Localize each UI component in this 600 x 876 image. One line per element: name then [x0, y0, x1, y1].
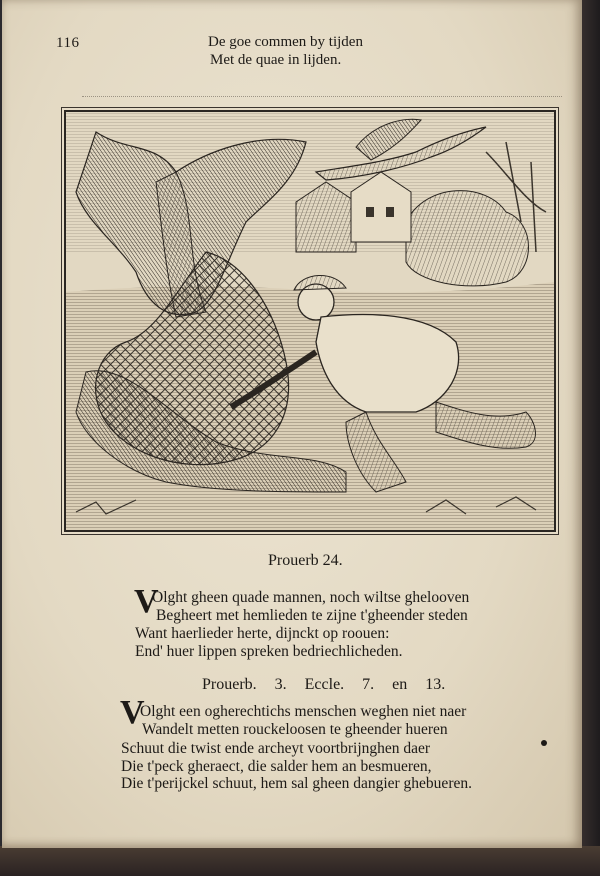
- running-head: [208, 33, 363, 69]
- page-number: 116: [56, 35, 80, 51]
- section2-line-5: Die t'perijckel schuut, hem sal gheen dangier ghebueren.: [121, 775, 472, 792]
- section1-line-4: End' huer lippen spreken bedriechlicheden.: [135, 642, 403, 660]
- section2-verse: [140, 703, 466, 738]
- engraving-bird-catcher-icon: [66, 112, 554, 530]
- section1-verse-cont: [135, 625, 402, 660]
- section2-line-4: Die t'peck gheraect, die salder hem an besmueren,: [121, 757, 432, 775]
- engraving-illustration: [64, 110, 556, 532]
- section2-dropcap: V: [120, 694, 145, 731]
- running-head-line-1: De goe commen by tijden: [208, 34, 363, 50]
- section1-reference: Prouerb 24.: [268, 552, 343, 569]
- section1-dropcap: V: [134, 583, 159, 620]
- section1-verse: [152, 589, 469, 624]
- margin-mark: [541, 740, 547, 746]
- section2-line-3: Schuut die twist ende archeyt voortbrijnghen daer: [121, 740, 431, 757]
- section2-line-1: Olght een ogherechtichs menschen weghen niet naer: [140, 703, 467, 720]
- running-head-line-2: Met de quae in lijden.: [210, 52, 342, 68]
- book-cover-bottom: [0, 846, 600, 876]
- section2-line-2: Wandelt metten rouckeloosen te gheender hueren: [142, 720, 448, 738]
- decorative-rule: [82, 96, 562, 103]
- section2-reference: Prouerb. 3. Eccle. 7. en 13.: [202, 676, 446, 693]
- section2-verse-cont: [121, 740, 472, 793]
- section1-line-2: Begheert met hemlieden te zijne t'gheender steden: [156, 606, 468, 624]
- section1-line-3: Want haerlieder herte, dijnckt op roouen:: [135, 625, 390, 642]
- book-page: [2, 0, 582, 848]
- section1-line-1: Olght gheen quade mannen, noch wiltse ghelooven: [152, 589, 470, 606]
